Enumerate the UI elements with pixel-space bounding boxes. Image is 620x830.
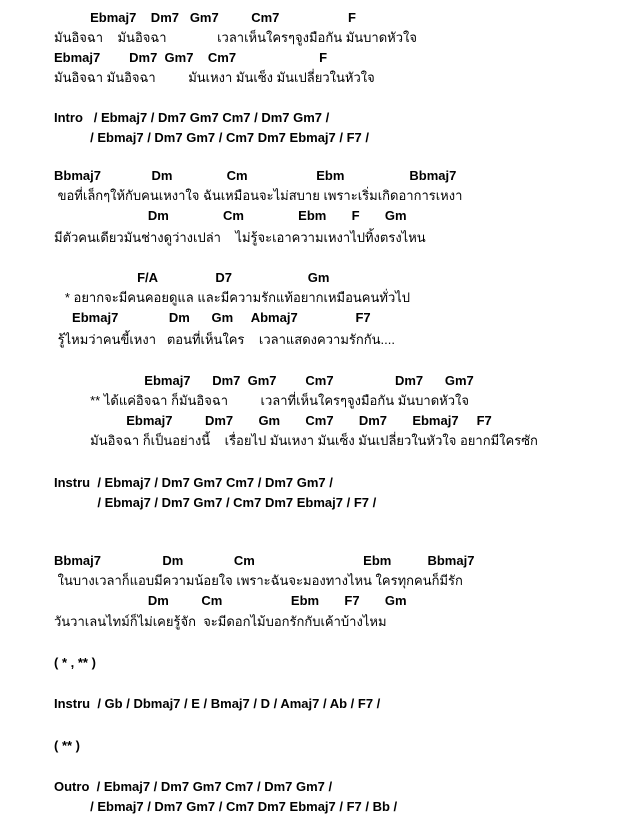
lyric-line: วันวาเลนไทม์ก็ไม่เคยรู้จัก จะมีดอกไม้บอกรักกับเค้าบ้างไหม: [54, 614, 387, 629]
intro-line: / Ebmaj7 / Dm7 Gm7 / Cm7 Dm7 Ebmaj7 / F7 /: [54, 130, 369, 145]
repeat-marker: ( ** ): [54, 738, 80, 753]
intro-line: Intro / Ebmaj7 / Dm7 Gm7 Cm7 / Dm7 Gm7 /: [54, 110, 330, 125]
chord-line: Ebmaj7 Dm Gm Abmaj7 F7: [54, 310, 371, 325]
instru-line: Instru / Gb / Dbmaj7 / E / Bmaj7 / D / Amaj7 / Ab / F7 /: [54, 696, 381, 711]
chord-line: Ebmaj7 Dm7 Gm7 Cm7 Dm7 Gm7: [54, 373, 474, 388]
lyric-line: มันอิจฉา มันอิจฉา มันเหงา มันเซ็ง มันเปลี่ยวในหัวใจ: [54, 70, 375, 85]
repeat-marker: ( * , ** ): [54, 655, 96, 670]
chord-line: Bbmaj7 Dm Cm Ebm Bbmaj7: [54, 168, 457, 183]
instru-line: / Ebmaj7 / Dm7 Gm7 / Cm7 Dm7 Ebmaj7 / F7 /: [54, 495, 377, 510]
chord-line: Bbmaj7 Dm Cm Ebm Bbmaj7: [54, 553, 475, 568]
lyric-line: ** ได้แค่อิจฉา ก็มันอิจฉา เวลาที่เห็นใครๆจูงมือกัน มันบาดหัวใจ: [54, 393, 469, 408]
chord-line: Dm Cm Ebm F Gm: [54, 208, 407, 223]
lyric-line: ขอที่เล็กๆให้กับคนเหงาใจ ฉันเหมือนจะไม่สบาย เพราะเริ่มเกิดอาการเหงา: [54, 188, 463, 203]
lyric-line: มันอิจฉา มันอิจฉา เวลาเห็นใครๆจูงมือกัน มันบาดหัวใจ: [54, 30, 417, 45]
lyric-line: * อยากจะมีคนคอยดูแล และมีความรักแท้อยากเหมือนคนทั่วไป: [54, 290, 411, 305]
outro-line: / Ebmaj7 / Dm7 Gm7 / Cm7 Dm7 Ebmaj7 / F7 / Bb /: [54, 799, 398, 814]
lyric-line: มีตัวคนเดียวมันช่างดูว่างเปล่า ไม่รู้จะเอาความเหงาไปทิ้งตรงไหน: [54, 230, 426, 245]
lyric-line: ในบางเวลาก็แอบมีความน้อยใจ เพราะฉันจะมองทางไหน ใครทุกคนก็มีรัก: [54, 573, 463, 588]
chord-line: Dm Cm Ebm F7 Gm: [54, 593, 407, 608]
chord-line: Ebmaj7 Dm7 Gm7 Cm7 F: [54, 10, 356, 25]
lyric-line: รู้ไหมว่าคนขี้เหงา ตอนที่เห็นใคร เวลาแสดงความรักกัน....: [54, 332, 395, 347]
outro-line: Outro / Ebmaj7 / Dm7 Gm7 Cm7 / Dm7 Gm7 /: [54, 779, 333, 794]
lyric-line: มันอิจฉา ก็เป็นอย่างนี้ เรื่อยไป มันเหงา มันเซ็ง มันเปลี่ยวในหัวใจ อยากมีใครซัก: [54, 433, 538, 448]
chord-line: F/A D7 Gm: [54, 270, 330, 285]
chord-line: Ebmaj7 Dm7 Gm7 Cm7 F: [54, 50, 328, 65]
instru-line: Instru / Ebmaj7 / Dm7 Gm7 Cm7 / Dm7 Gm7 /: [54, 475, 333, 490]
chord-line: Ebmaj7 Dm7 Gm Cm7 Dm7 Ebmaj7 F7: [54, 413, 492, 428]
